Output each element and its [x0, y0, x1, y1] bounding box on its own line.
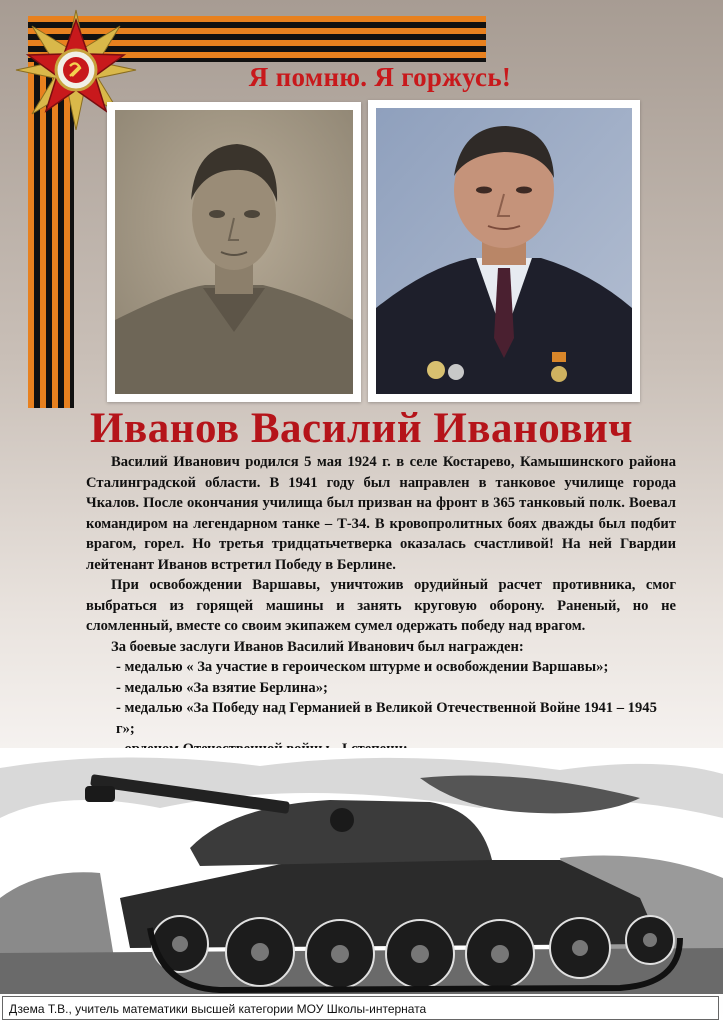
award-item: - медалью «За Победу над Германией в Великой Отечественной Войне 1941 – 1945 г»; [116, 700, 657, 737]
bio-paragraph: Василий Иванович родился 5 мая 1924 г. в селе Костарево, Камышинского района Сталинградской области. В 1941 году был направлен в танковое училище города Чкалов. После окончания училища был призван на фронт в 365 танковый полк. Воевал командиром на легендарном танке – Т-34. В кровопролитных боях дважды был подбит врагом, горел. Но третья тридцатьчетверка оказалась счастливой! На ней Гвардии лейтенант Иванов встретил Победу в Берлине. [86, 454, 676, 573]
bio-paragraph: При освобождении Варшавы, уничтожив орудийный расчет противника, смог выбраться из горящей машины и занять круговую оборону. Раненый, но не сломленный, вместе со своим экипажем сумел одержать победу над врагом. [86, 577, 676, 634]
awards-title: За боевые заслуги Иванов Василий Иванович был награжден: [111, 638, 524, 655]
award-item: - медалью «За взятие Берлина»; [116, 679, 328, 696]
biography-text [86, 452, 676, 780]
slogan-heading: Я помню. Я горжусь! [248, 62, 512, 92]
veteran-portrait-photo [368, 100, 640, 402]
t34-tank-illustration [0, 748, 723, 994]
award-item: - медалью « За участие в героическом штурме и освобождении Варшавы»; [116, 659, 609, 675]
young-soldier-photo [107, 102, 361, 402]
person-name-heading: Иванов Василий Иванович [90, 405, 633, 452]
author-footer: Дзема Т.В., учитель математики высшей категории МОУ Школы-интерната [2, 996, 719, 1020]
